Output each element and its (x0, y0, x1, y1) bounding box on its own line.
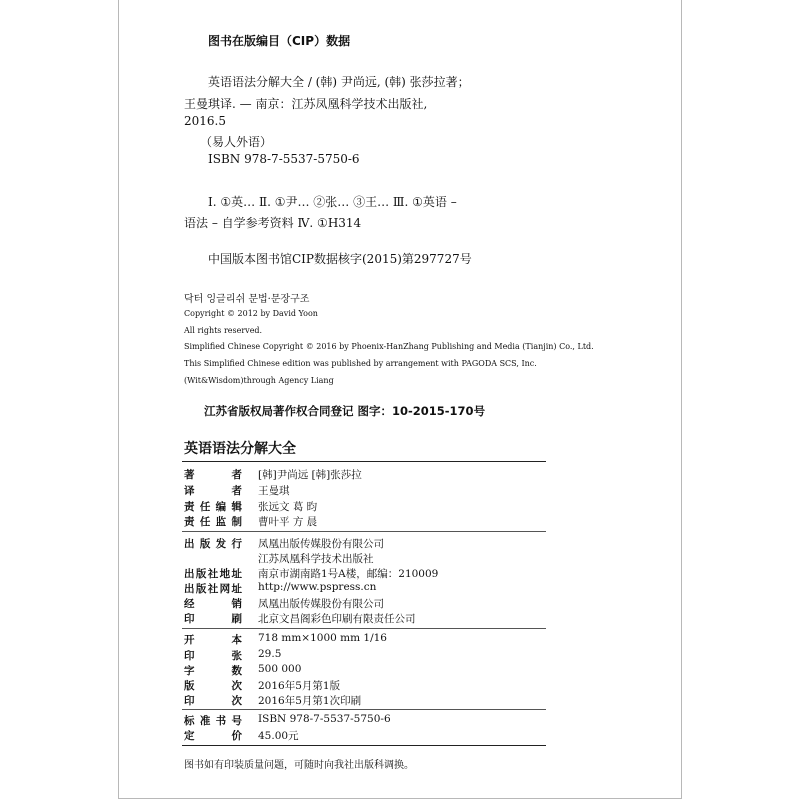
credit-value-supervisor: 曹叶平 方 晨 (258, 516, 318, 528)
copyright-registration: 江苏省版权局著作权合同登记 图字：10-2015-170号 (204, 404, 486, 418)
spec-label-printing: 印次 (184, 695, 242, 707)
cip-title: 图书在版编目（CIP）数据 (208, 34, 351, 48)
divider (182, 745, 546, 746)
cip-isbn: ISBN 978-7-5537-5750-6 (208, 152, 360, 166)
spec-label-edition: 版次 (184, 680, 242, 692)
credit-value-editor: 张远文 葛 昀 (258, 501, 318, 513)
copyright-line-2: All rights reserved. (184, 326, 263, 335)
spec-label-wordcount: 字数 (184, 665, 242, 677)
spec-value-sheets: 29.5 (258, 648, 282, 660)
copyright-line-3: Simplified Chinese Copyright © 2016 by Phoenix-HanZhang Publishing and Media (Tianjin) Co., Ltd. (184, 342, 594, 351)
copyright-line-5: (Wit&Wisdom)through Agency Liang (184, 376, 334, 385)
spec-value-edition: 2016年5月第1版 (258, 680, 341, 692)
divider (182, 709, 546, 710)
pub-label-distributor: 经销 (184, 598, 242, 610)
isbn-label: 标准书号 (184, 715, 242, 727)
pub-value-printer: 北京文昌阁彩色印刷有限责任公司 (258, 613, 416, 625)
pub-value-publisher-2: 江苏凤凰科学技术出版社 (258, 553, 374, 565)
divider (182, 461, 546, 462)
pub-label-publisher: 出版发行 (184, 538, 242, 550)
cip-line-4: （易人外语） (200, 135, 273, 149)
cip-classification-2: 语法 – 自学参考资料 Ⅳ. ①H314 (184, 216, 362, 230)
book-title: 英语语法分解大全 (184, 441, 296, 457)
spec-label-format: 开本 (184, 634, 242, 646)
credit-label-translator: 译者 (184, 485, 242, 497)
pub-value-website: http://www.pspress.cn (258, 581, 377, 593)
credit-label-editor: 责任编辑 (184, 501, 242, 513)
korean-title: 닥터 잉글리쉬 문법·문장구조 (184, 294, 310, 305)
spec-value-printing: 2016年5月第1次印刷 (258, 695, 362, 707)
divider (182, 531, 546, 532)
cip-line-1: 英语语法分解大全 / (韩) 尹尚远, (韩) 张莎拉著； (208, 75, 470, 89)
credit-label-author: 著者 (184, 469, 242, 481)
cip-catalog-number: 中国版本图书馆CIP数据核字(2015)第297727号 (208, 252, 472, 266)
cip-classification-1: Ⅰ. ①英… Ⅱ. ①尹… ②张… ③王… Ⅲ. ①英语 – (208, 195, 457, 209)
cip-line-3: 2016.5 (184, 114, 226, 128)
pub-value-distributor: 凤凰出版传媒股份有限公司 (258, 598, 384, 610)
pub-label-address: 出版社地址 (184, 568, 242, 580)
pub-value-address: 南京市湖南路1号A楼，邮编：210009 (258, 568, 439, 580)
spec-label-sheets: 印张 (184, 650, 242, 662)
cip-line-2: 王曼琪译. — 南京：江苏凤凰科学技术出版社, (184, 97, 428, 111)
footer-note: 图书如有印装质量问题，可随时向我社出版科调换。 (184, 760, 414, 771)
price-value: 45.00元 (258, 730, 299, 742)
credit-value-author: [韩]尹尚远 [韩]张莎拉 (258, 469, 362, 481)
pub-value-publisher: 凤凰出版传媒股份有限公司 (258, 538, 384, 550)
pub-label-website: 出版社网址 (184, 583, 242, 595)
spec-value-wordcount: 500 000 (258, 663, 302, 675)
pub-label-printer: 印刷 (184, 613, 242, 625)
divider (182, 628, 546, 629)
copyright-line-4: This Simplified Chinese edition was published by arrangement with PAGODA SCS, Inc. (184, 359, 537, 368)
price-label: 定价 (184, 730, 242, 742)
credit-label-supervisor: 责任监制 (184, 516, 242, 528)
credit-value-translator: 王曼琪 (258, 485, 290, 497)
spec-value-format: 718 mm×1000 mm 1/16 (258, 632, 387, 644)
isbn-value: ISBN 978-7-5537-5750-6 (258, 713, 391, 725)
copyright-line-1: Copyright © 2012 by David Yoon (184, 309, 318, 318)
